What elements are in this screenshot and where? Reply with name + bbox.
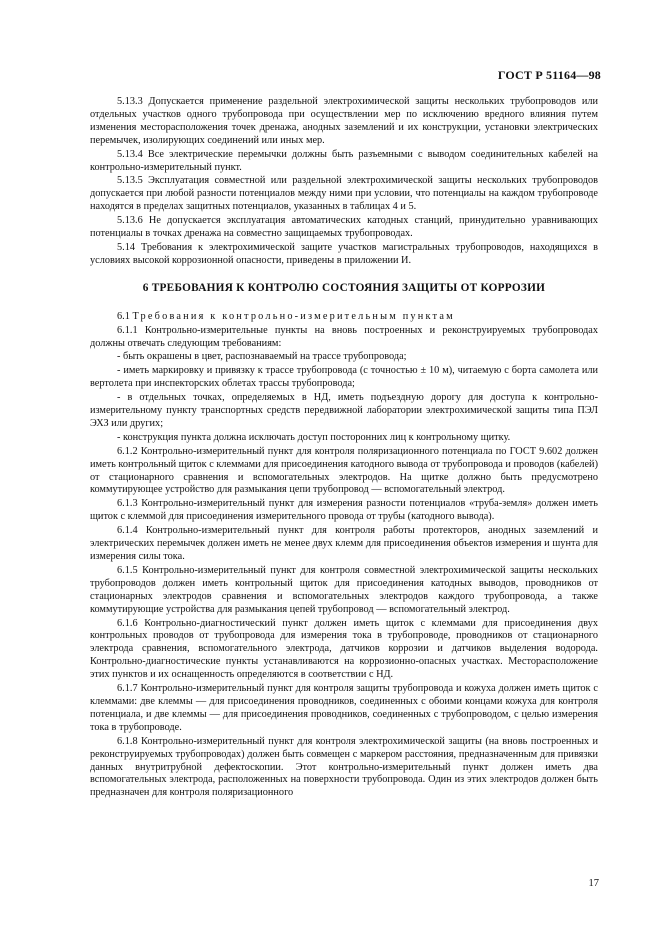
list-item: - конструкция пункта должна исключать доступ посторонних лиц к контрольному щитку.: [117, 431, 511, 443]
paragraph: 6.1.8 Контрольно-измерительный пункт для контроля электрохимической защиты (на вновь построенных и реконструируемых трубопроводах) должен быть совмещен с маркером расстояния, предназначенным для привязки данных внутритрубной дефектоскопии. Этот контрольно-измерительный пункт должен иметь два вспомогательных электрода, расположенных на поверхности трубопровода. Один из этих электродов должен быть предназначен для контроля поляризационного: [90, 735, 598, 799]
paragraph: 5.14 Требования к электрохимической защите участков магистральных трубопроводов, находящихся в условиях высокой коррозионной опасности, приведены в приложении И.: [90, 241, 598, 266]
list-item: - иметь маркировку и привязку к трассе трубопровода (с точностью ± 10 м), читаемую с борта самолета или вертолета при инспекторских облетах трассы трубопровода;: [90, 365, 598, 390]
paragraph: 5.13.4 Все электрические перемычки должны быть разъемными с выводом соединительных кабелей на контрольно-измерительный пункт.: [90, 148, 598, 173]
paragraph: 6.1.5 Контрольно-измерительный пункт для контроля совместной электрохимической защиты нескольких трубопроводов должен иметь контрольный щиток для присоединения катодных выводов, проводников от стационарных электродов сравнения и вспомогательных электродов каждого трубопровода, а также коммутирующие устройства для размыкания цепей трубопровод — вспомогательный электрод.: [90, 564, 598, 615]
paragraph: 6.1.7 Контрольно-измерительный пункт для контроля защиты трубопровода и кожуха должен иметь щиток с клеммами: две клеммы — для присоединения проводников, соединенных с обоими концами кожуха для контроля потенциала, и две клеммы — для присоединения проводников, соединенных с трубопроводом, с целью измерения тока в трубопроводе.: [90, 683, 598, 733]
document-header: ГОСТ Р 51164—98: [497, 68, 601, 82]
paragraph: 5.13.3 Допускается применение раздельной электрохимической защиты нескольких трубопроводов или отдельных участков одного трубопровода при осуществлении мер по исключению вредного влияния путем изменения месторасположения точек дренажа, анодных заземлений и их конструкции, установки электрических перемычек, изолирующих соединений или иных мер.: [90, 96, 598, 146]
subsection-number: 6.1: [117, 310, 130, 322]
list-item: - в отдельных точках, определяемых в НД, иметь подъездную дорогу для доступа к контрольно-измерительному пункту транспортных средств передвижной лаборатории электрохимической защиты типа ПЭЛ ЭХЗ или других;: [90, 392, 598, 429]
paragraph: 6.1.2 Контрольно-измерительный пункт для контроля поляризационного потенциала по ГОСТ 9.602 должен иметь контрольный щиток с клеммами для присоединения катодного вывода от трубопровода и проводов (кабелей) от стационарного сравнения и вспомогательных электродов. На щитке должно быть предусмотрено коммутирующее устройство для размыкания цепи трубопровод — вспомогательный электрод.: [90, 445, 598, 496]
paragraph: 6.1.1 Контрольно-измерительные пункты на вновь построенных и реконструируемых трубопроводах должны отвечать следующим требованиям:: [90, 324, 598, 349]
paragraph: 6.1.3 Контрольно-измерительный пункт для измерения разности потенциалов «труба-земля» должен иметь щиток с клеммой для присоединения измерительного провода от трубы (катодного вывода).: [90, 498, 598, 523]
subsection-title: Требования к контрольно-измерительным пунктам: [132, 310, 455, 322]
paragraph: 6.1.6 Контрольно-диагностический пункт должен иметь щиток с клеммами для присоединения двух контрольных проводов от трубопровода для измерения тока в трубопроводе, проводников от стационарного электрода сравнения, вспомогательного электрода, датчиков коррозии и датчиков выделения водорода. Контрольно-диагностические пункты устанавливаются на коррозионно-опасных участках. Месторасположение этих пунктов и их оснащенность определяются в соответствии с НД.: [90, 617, 598, 681]
document-body: [90, 96, 598, 801]
page-number: 17: [588, 878, 599, 889]
subsection-heading: [90, 311, 598, 324]
paragraph: 6.1.4 Контрольно-измерительный пункт для контроля работы протекторов, анодных заземлений и электрических перемычек должен иметь не менее двух клемм для присоединения объектов измерения и шунта для измерения силы тока.: [90, 525, 598, 562]
paragraph: 5.13.5 Эксплуатация совместной или раздельной электрохимической защиты нескольких трубопроводов допускается при любой разности потенциалов между ними при условии, что потенциалы на каждом трубопроводе находятся в пределах защитных потенциалов, указанных в таблицах 4 и 5.: [90, 175, 598, 213]
list-item: - быть окрашены в цвет, распознаваемый на трассе трубопровода;: [117, 351, 407, 363]
section-heading: 6 ТРЕБОВАНИЯ К КОНТРОЛЮ СОСТОЯНИЯ ЗАЩИТЫ ОТ КОРРОЗИИ: [142, 281, 546, 294]
paragraph: 5.13.6 Не допускается эксплуатация автоматических катодных станций, принудительно уравнивающих потенциалы в точках дренажа на совместно защищаемых трубопроводах.: [90, 215, 598, 240]
